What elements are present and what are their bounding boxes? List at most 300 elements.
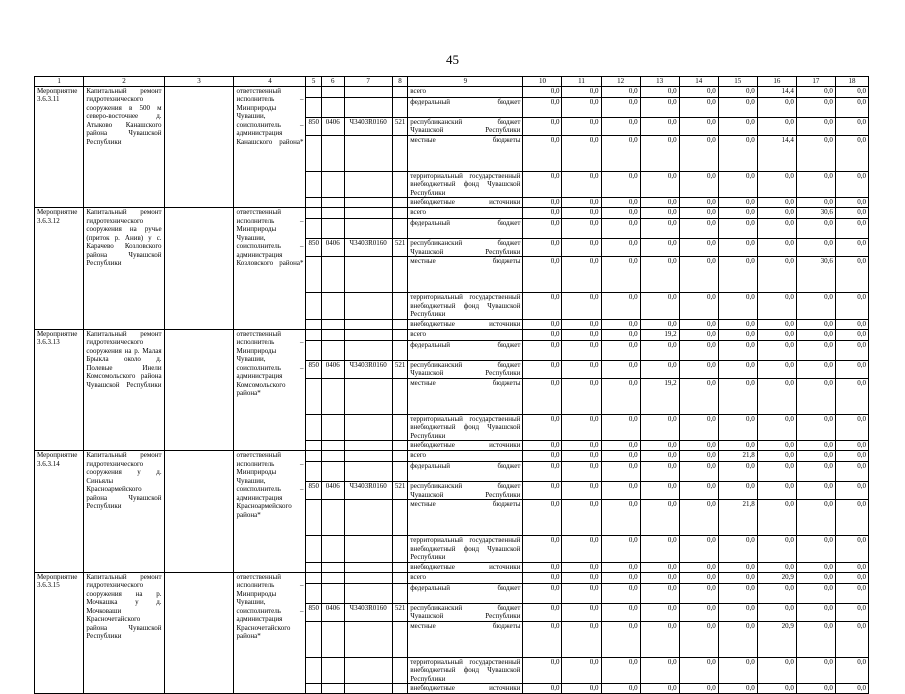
budget-code — [344, 257, 392, 293]
budget-code — [392, 414, 407, 441]
amount-cell: 0,0 — [601, 171, 640, 198]
funding-source: внебюджетные источники — [408, 441, 523, 451]
amount-cell: 0,0 — [796, 572, 835, 583]
column-number-header: 16 — [757, 77, 796, 87]
amount-cell: 21,8 — [718, 500, 757, 536]
amount-cell: 0,0 — [562, 319, 601, 329]
amount-cell: 0,0 — [679, 572, 718, 583]
amount-cell: 0,0 — [640, 198, 679, 208]
amount-cell: 0,0 — [640, 657, 679, 684]
amount-cell: 0,0 — [796, 583, 835, 603]
budget-code: 521 — [392, 360, 407, 378]
column-number-header: 3 — [164, 77, 234, 87]
budget-code — [344, 86, 392, 97]
amount-cell: 0,0 — [679, 171, 718, 198]
budget-code — [321, 340, 344, 360]
funding-source: всего — [408, 208, 523, 219]
amount-cell: 0,0 — [601, 482, 640, 500]
column-3-cell — [164, 329, 234, 451]
amount-cell: 0,0 — [640, 462, 679, 482]
amount-cell: 0,0 — [679, 219, 718, 239]
amount-cell: 0,0 — [835, 462, 868, 482]
budget-code — [344, 219, 392, 239]
amount-cell: 0,0 — [640, 603, 679, 621]
budget-code: 850 — [306, 603, 321, 621]
budget-code — [306, 572, 321, 583]
budget-code — [306, 257, 321, 293]
budget-code — [306, 319, 321, 329]
amount-cell: 0,0 — [796, 319, 835, 329]
funding-source: республиканский бюджет Чувашской Республики — [408, 239, 523, 257]
amount-cell: 0,0 — [601, 198, 640, 208]
amount-cell: 0,0 — [718, 482, 757, 500]
column-number-header: 2 — [84, 77, 164, 87]
budget-code — [306, 583, 321, 603]
amount-cell: 0,0 — [679, 603, 718, 621]
funding-source: внебюджетные источники — [408, 319, 523, 329]
amount-cell: 0,0 — [679, 482, 718, 500]
budget-code: 850 — [306, 482, 321, 500]
funding-source: территориальный государственный внебюджетный фонд Чувашской Республики — [408, 414, 523, 441]
amount-cell: 0,0 — [523, 319, 562, 329]
budget-code — [392, 171, 407, 198]
amount-cell: 0,0 — [757, 500, 796, 536]
amount-cell: 0,0 — [757, 441, 796, 451]
amount-cell: 0,0 — [640, 97, 679, 117]
amount-cell: 0,0 — [562, 482, 601, 500]
budget-code — [392, 462, 407, 482]
amount-cell: 0,0 — [562, 117, 601, 135]
budget-code — [344, 329, 392, 340]
amount-cell: 0,0 — [640, 319, 679, 329]
amount-cell: 0,0 — [757, 293, 796, 320]
amount-cell: 14,4 — [757, 135, 796, 171]
amount-cell: 0,0 — [679, 97, 718, 117]
funding-source: местные бюджеты — [408, 500, 523, 536]
amount-cell: 0,0 — [523, 462, 562, 482]
funding-source: всего — [408, 451, 523, 462]
amount-cell: 0,0 — [796, 414, 835, 441]
amount-cell: 0,0 — [796, 378, 835, 414]
amount-cell: 0,0 — [835, 198, 868, 208]
amount-cell: 0,0 — [523, 97, 562, 117]
amount-cell: 0,0 — [523, 239, 562, 257]
amount-cell: 0,0 — [640, 536, 679, 563]
funding-source: федеральный бюджет — [408, 340, 523, 360]
budget-code — [344, 441, 392, 451]
budget-code — [344, 621, 392, 657]
amount-cell: 0,0 — [523, 329, 562, 340]
amount-cell: 0,0 — [757, 239, 796, 257]
amount-cell: 0,0 — [835, 117, 868, 135]
budget-code — [306, 219, 321, 239]
table-row — [35, 572, 869, 583]
amount-cell: 0,0 — [640, 562, 679, 572]
funding-source: республиканский бюджет Чувашской Республики — [408, 603, 523, 621]
amount-cell: 0,0 — [523, 171, 562, 198]
budget-code — [392, 208, 407, 219]
budget-code — [306, 562, 321, 572]
measure-name: Капитальный ремонт гидротехнического сооружения на ручье (приток р. Анив) у с. Карачево Козловского района Чувашской Республики — [84, 208, 164, 330]
budget-code — [321, 684, 344, 694]
amount-cell: 0,0 — [835, 583, 868, 603]
budget-code — [321, 562, 344, 572]
budget-code — [306, 198, 321, 208]
amount-cell: 0,0 — [796, 293, 835, 320]
amount-cell: 0,0 — [757, 451, 796, 462]
budget-code — [344, 451, 392, 462]
amount-cell: 0,0 — [523, 441, 562, 451]
budget-code — [392, 621, 407, 657]
budget-code — [344, 319, 392, 329]
amount-cell: 0,0 — [640, 86, 679, 97]
amount-cell: 0,0 — [640, 208, 679, 219]
amount-cell: 0,0 — [835, 329, 868, 340]
amount-cell: 0,0 — [718, 462, 757, 482]
amount-cell: 0,0 — [835, 451, 868, 462]
amount-cell: 0,0 — [718, 621, 757, 657]
funding-source: территориальный государственный внебюджетный фонд Чувашской Республики — [408, 657, 523, 684]
amount-cell: 0,0 — [835, 378, 868, 414]
amount-cell: 0,0 — [757, 219, 796, 239]
funding-source: внебюджетные источники — [408, 684, 523, 694]
budget-code — [392, 135, 407, 171]
amount-cell: 0,0 — [562, 378, 601, 414]
amount-cell: 0,0 — [679, 257, 718, 293]
funding-source: республиканский бюджет Чувашской Республики — [408, 360, 523, 378]
amount-cell: 0,0 — [796, 500, 835, 536]
amount-cell: 0,0 — [718, 97, 757, 117]
budget-code — [321, 536, 344, 563]
budget-code — [321, 257, 344, 293]
table-row — [35, 208, 869, 219]
budget-code: Ч3403R0160 — [344, 603, 392, 621]
column-number-header: 4 — [234, 77, 306, 87]
amount-cell: 0,0 — [601, 329, 640, 340]
budget-code — [392, 500, 407, 536]
amount-cell: 0,0 — [562, 208, 601, 219]
budget-code — [321, 329, 344, 340]
budget-code — [392, 329, 407, 340]
amount-cell: 0,0 — [523, 572, 562, 583]
amount-cell: 0,0 — [796, 536, 835, 563]
amount-cell: 0,0 — [757, 198, 796, 208]
amount-cell: 0,0 — [718, 208, 757, 219]
column-number-header: 1 — [35, 77, 84, 87]
amount-cell: 0,0 — [835, 684, 868, 694]
amount-cell: 0,0 — [601, 603, 640, 621]
column-3-cell — [164, 86, 234, 208]
funding-source: республиканский бюджет Чувашской Республики — [408, 482, 523, 500]
budget-code — [321, 208, 344, 219]
amount-cell: 0,0 — [523, 86, 562, 97]
amount-cell: 0,0 — [835, 657, 868, 684]
amount-cell: 0,0 — [562, 536, 601, 563]
amount-cell: 0,0 — [601, 360, 640, 378]
amount-cell: 0,0 — [835, 603, 868, 621]
amount-cell: 0,0 — [796, 117, 835, 135]
amount-cell: 0,0 — [679, 462, 718, 482]
amount-cell: 0,0 — [718, 583, 757, 603]
amount-cell: 0,0 — [679, 198, 718, 208]
amount-cell: 0,0 — [718, 378, 757, 414]
amount-cell: 0,0 — [718, 360, 757, 378]
budget-code — [306, 451, 321, 462]
amount-cell: 0,0 — [835, 135, 868, 171]
amount-cell: 0,0 — [640, 219, 679, 239]
amount-cell: 0,0 — [718, 86, 757, 97]
table-row — [35, 329, 869, 340]
budget-code — [392, 198, 407, 208]
budget-code — [392, 562, 407, 572]
amount-cell: 0,0 — [796, 198, 835, 208]
amount-cell: 0,0 — [718, 198, 757, 208]
executor-cell: ответственный исполнитель – Минприроды Чувашии, соисполнитель – администрация Канашского района* — [234, 86, 306, 208]
amount-cell: 0,0 — [835, 536, 868, 563]
amount-cell: 0,0 — [523, 657, 562, 684]
amount-cell: 0,0 — [757, 684, 796, 694]
amount-cell: 0,0 — [601, 208, 640, 219]
measure-id: Мероприятие 3.6.3.14 — [35, 451, 84, 573]
amount-cell: 0,0 — [523, 603, 562, 621]
amount-cell: 0,0 — [796, 219, 835, 239]
amount-cell: 0,0 — [523, 536, 562, 563]
amount-cell: 0,0 — [523, 293, 562, 320]
amount-cell: 0,0 — [718, 603, 757, 621]
column-number-header: 6 — [321, 77, 344, 87]
budget-code — [392, 319, 407, 329]
budget-code — [321, 441, 344, 451]
measure-name: Капитальный ремонт гидротехнического сооружения на р. Мочкашка у д. Мочковаши Красночетайского района Чувашской Республики — [84, 572, 164, 694]
amount-cell: 0,0 — [640, 360, 679, 378]
table-row — [35, 86, 869, 97]
amount-cell: 0,0 — [640, 117, 679, 135]
column-number-header: 13 — [640, 77, 679, 87]
amount-cell: 0,0 — [679, 414, 718, 441]
funding-source: республиканский бюджет Чувашской Республики — [408, 117, 523, 135]
budget-code — [306, 171, 321, 198]
amount-cell: 0,0 — [523, 562, 562, 572]
amount-cell: 0,0 — [835, 482, 868, 500]
amount-cell: 0,0 — [562, 239, 601, 257]
budget-code — [321, 657, 344, 684]
amount-cell: 0,0 — [679, 340, 718, 360]
budget-code — [306, 414, 321, 441]
executor-cell: ответственный исполнитель – Минприроды Чувашии, соисполнитель – администрация Козловского района* — [234, 208, 306, 330]
amount-cell: 0,0 — [562, 441, 601, 451]
amount-cell: 0,0 — [523, 583, 562, 603]
amount-cell: 0,0 — [640, 171, 679, 198]
amount-cell: 0,0 — [640, 500, 679, 536]
amount-cell: 21,8 — [718, 451, 757, 462]
amount-cell: 0,0 — [796, 562, 835, 572]
funding-source: федеральный бюджет — [408, 462, 523, 482]
budget-code — [306, 329, 321, 340]
budget-code — [392, 257, 407, 293]
amount-cell: 0,0 — [562, 171, 601, 198]
amount-cell: 0,0 — [601, 462, 640, 482]
amount-cell: 0,0 — [640, 684, 679, 694]
amount-cell: 0,0 — [679, 293, 718, 320]
amount-cell: 0,0 — [601, 135, 640, 171]
budget-code — [344, 171, 392, 198]
amount-cell: 0,0 — [601, 414, 640, 441]
amount-cell: 0,0 — [757, 378, 796, 414]
amount-cell: 0,0 — [757, 583, 796, 603]
funding-source: всего — [408, 572, 523, 583]
amount-cell: 0,0 — [640, 340, 679, 360]
column-number-header: 12 — [601, 77, 640, 87]
amount-cell: 0,0 — [601, 86, 640, 97]
amount-cell: 0,0 — [679, 536, 718, 563]
amount-cell: 0,0 — [718, 135, 757, 171]
amount-cell: 0,0 — [562, 340, 601, 360]
amount-cell: 0,0 — [601, 340, 640, 360]
budget-code — [306, 208, 321, 219]
measure-id: Мероприятие 3.6.3.11 — [35, 86, 84, 208]
amount-cell: 0,0 — [835, 562, 868, 572]
executor-cell: ответственный исполнитель – Минприроды Чувашии, соисполнитель – администрация Красноармейского района* — [234, 451, 306, 573]
amount-cell: 20,9 — [757, 621, 796, 657]
amount-cell: 0,0 — [562, 562, 601, 572]
budget-code — [344, 583, 392, 603]
funding-source: всего — [408, 86, 523, 97]
budget-code — [392, 536, 407, 563]
amount-cell: 0,0 — [640, 441, 679, 451]
amount-cell: 0,0 — [757, 603, 796, 621]
amount-cell: 0,0 — [718, 239, 757, 257]
funding-source: местные бюджеты — [408, 135, 523, 171]
funding-source: федеральный бюджет — [408, 583, 523, 603]
amount-cell: 0,0 — [562, 684, 601, 694]
budget-code — [344, 562, 392, 572]
budget-code — [321, 86, 344, 97]
amount-cell: 0,0 — [757, 536, 796, 563]
budget-code — [321, 378, 344, 414]
amount-cell: 0,0 — [562, 198, 601, 208]
amount-cell: 0,0 — [523, 219, 562, 239]
budget-code: Ч3403R0160 — [344, 482, 392, 500]
amount-cell: 0,0 — [718, 319, 757, 329]
amount-cell: 0,0 — [640, 239, 679, 257]
amount-cell: 0,0 — [757, 462, 796, 482]
amount-cell: 0,0 — [679, 239, 718, 257]
amount-cell: 0,0 — [601, 562, 640, 572]
amount-cell: 0,0 — [601, 441, 640, 451]
amount-cell: 0,0 — [601, 257, 640, 293]
measure-name: Капитальный ремонт гидротехнического сооружения у д. Синьялы Красноармейского района Чувашской Республики — [84, 451, 164, 573]
amount-cell: 0,0 — [523, 621, 562, 657]
amount-cell: 0,0 — [718, 536, 757, 563]
budget-code — [321, 135, 344, 171]
amount-cell: 0,0 — [679, 360, 718, 378]
budget-code — [306, 684, 321, 694]
amount-cell: 0,0 — [796, 603, 835, 621]
funding-source: внебюджетные источники — [408, 198, 523, 208]
amount-cell: 0,0 — [835, 414, 868, 441]
amount-cell: 0,0 — [679, 329, 718, 340]
amount-cell: 0,0 — [757, 360, 796, 378]
budget-code — [392, 340, 407, 360]
budget-code — [306, 340, 321, 360]
column-number-header: 17 — [796, 77, 835, 87]
measure-id: Мероприятие 3.6.3.13 — [35, 329, 84, 451]
budget-code — [306, 293, 321, 320]
amount-cell: 0,0 — [562, 97, 601, 117]
amount-cell: 0,0 — [679, 319, 718, 329]
amount-cell: 0,0 — [562, 219, 601, 239]
budget-code — [306, 135, 321, 171]
amount-cell: 0,0 — [679, 135, 718, 171]
column-number-header: 5 — [306, 77, 321, 87]
budget-code: 850 — [306, 117, 321, 135]
amount-cell: 0,0 — [601, 97, 640, 117]
amount-cell: 0,0 — [757, 257, 796, 293]
budget-code: 0406 — [321, 603, 344, 621]
funding-source: местные бюджеты — [408, 378, 523, 414]
amount-cell: 0,0 — [796, 462, 835, 482]
budget-code — [392, 86, 407, 97]
amount-cell: 0,0 — [796, 657, 835, 684]
budget-code — [392, 684, 407, 694]
amount-cell: 0,0 — [718, 117, 757, 135]
amount-cell: 30,6 — [796, 208, 835, 219]
amount-cell: 0,0 — [601, 657, 640, 684]
amount-cell: 0,0 — [835, 97, 868, 117]
amount-cell: 0,0 — [796, 239, 835, 257]
amount-cell: 0,0 — [835, 219, 868, 239]
amount-cell: 0,0 — [679, 378, 718, 414]
amount-cell: 0,0 — [835, 171, 868, 198]
amount-cell: 0,0 — [679, 621, 718, 657]
budget-code — [321, 293, 344, 320]
amount-cell: 0,0 — [523, 378, 562, 414]
budget-code — [344, 208, 392, 219]
amount-cell: 0,0 — [796, 86, 835, 97]
budget-code — [392, 97, 407, 117]
amount-cell: 0,0 — [640, 621, 679, 657]
budget-code — [321, 414, 344, 441]
amount-cell: 0,0 — [640, 482, 679, 500]
amount-cell: 0,0 — [523, 117, 562, 135]
amount-cell: 0,0 — [835, 360, 868, 378]
amount-cell: 0,0 — [796, 340, 835, 360]
column-3-cell — [164, 451, 234, 573]
amount-cell: 0,0 — [523, 340, 562, 360]
budget-code — [306, 97, 321, 117]
amount-cell: 0,0 — [640, 451, 679, 462]
amount-cell: 0,0 — [679, 583, 718, 603]
amount-cell: 0,0 — [562, 621, 601, 657]
measure-name: Капитальный ремонт гидротехнического сооружения в 500 м северо-восточнее д. Атыково Канашского района Чувашской Республики — [84, 86, 164, 208]
budget-code — [321, 171, 344, 198]
amount-cell: 0,0 — [562, 603, 601, 621]
amount-cell: 0,0 — [835, 239, 868, 257]
amount-cell: 0,0 — [562, 572, 601, 583]
budget-code — [392, 451, 407, 462]
amount-cell: 0,0 — [757, 117, 796, 135]
amount-cell: 0,0 — [601, 621, 640, 657]
budget-code — [392, 293, 407, 320]
budget-code — [344, 462, 392, 482]
amount-cell: 0,0 — [835, 500, 868, 536]
amount-cell: 0,0 — [718, 572, 757, 583]
amount-cell: 0,0 — [718, 414, 757, 441]
column-number-header: 15 — [718, 77, 757, 87]
amount-cell: 0,0 — [835, 621, 868, 657]
amount-cell: 14,4 — [757, 86, 796, 97]
funding-source: территориальный государственный внебюджетный фонд Чувашской Республики — [408, 171, 523, 198]
